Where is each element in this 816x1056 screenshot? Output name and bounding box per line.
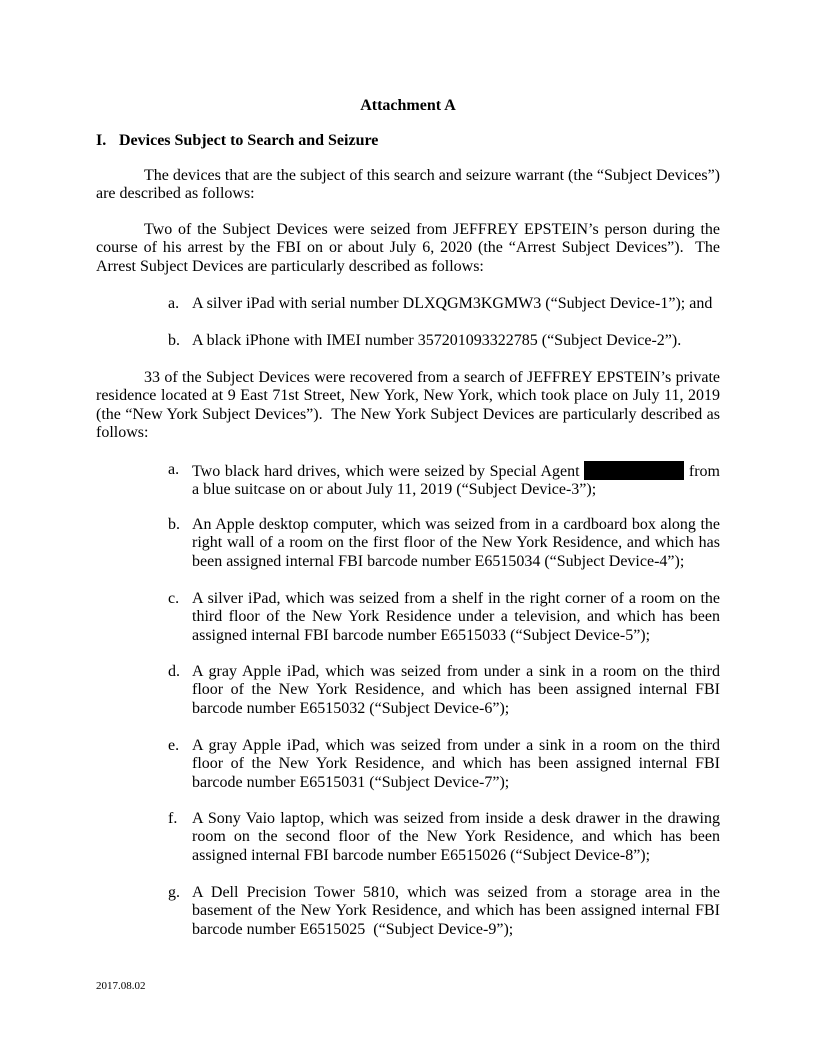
list-item-label: e. [168, 737, 180, 754]
list-item [96, 884, 720, 939]
list-item-label: d. [168, 663, 180, 680]
list-item-text: A Sony Vaio laptop, which was seized from inside a desk drawer in the drawing room on the second floor of the New York Residence, and which has been assigned internal FBI barcode number E6515026 (“Subject Device-8”); [192, 810, 720, 864]
list-item-text-after: from a blue suitcase on or about July 11, 2019 (“Subject Device-3”); [192, 463, 720, 499]
list-item [96, 590, 720, 645]
list-item-label: g. [168, 884, 180, 901]
list-item [96, 737, 720, 792]
list-item [96, 332, 720, 350]
list-item-text: A gray Apple iPad, which was seized from under a sink in a room on the third floor of the New York Residence, and which has been assigned internal FBI barcode number E6515032 (“Subject Device-6”); [192, 663, 720, 717]
list-item-label: b. [168, 516, 180, 533]
ny-device-list-f [96, 810, 720, 865]
list-item-label: b. [168, 332, 180, 349]
ny-device-list-g [96, 884, 720, 939]
list-item [96, 461, 720, 500]
section-heading-text: Devices Subject to Search and Seizure [119, 132, 379, 149]
ny-device-list-e [96, 737, 720, 792]
list-item-label: a. [168, 461, 180, 478]
list-item-label: f. [168, 810, 178, 827]
document-title: Attachment A [360, 97, 456, 114]
list-item [96, 663, 720, 718]
section-heading [96, 132, 378, 150]
list-item-text: A gray Apple iPad, which was seized from under a sink in a room on the third floor of the New York Residence, and which has been assigned internal FBI barcode number E6515031 (“Subject Device-7”); [192, 737, 720, 791]
ny-device-list-a [96, 461, 720, 500]
list-item-text: A silver iPad, which was seized from a shelf in the right corner of a room on the third floor of the New York Residence under a television, and which has been assigned internal FBI barcode number E6515033 (“Subject Device-5”); [192, 590, 720, 644]
list-item-label: a. [168, 295, 180, 312]
list-item [96, 810, 720, 865]
list-item [96, 516, 720, 571]
list-item-text: A Dell Precision Tower 5810, which was seized from a storage area in the basement of the New York Residence, and which has been assigned internal FBI barcode number E6515025 (“Subject Device-9”); [192, 884, 720, 938]
ny-device-list-b [96, 516, 720, 571]
list-item-text: A black iPhone with IMEI number 357201093322785 (“Subject Device-2”). [192, 332, 682, 349]
list-item-text-before: Two black hard drives, which were seized by Special Agent [192, 463, 580, 480]
list-item [96, 295, 720, 313]
section-number: I. [96, 132, 107, 149]
intro-paragraph: The devices that are the subject of this search and seizure warrant (the “Subject Devices”) are described as follows: [96, 167, 720, 203]
ny-devices-paragraph: 33 of the Subject Devices were recovered from a search of JEFFREY EPSTEIN’s private residence located at 9 East 71st Street, New York, New York, which took place on July 11, 2019 (the “New York Subject Devices”). The New York Subject Devices are particularly described as follows: [96, 369, 720, 442]
list-item-label: c. [168, 590, 180, 607]
arrest-devices-paragraph: Two of the Subject Devices were seized from JEFFREY EPSTEIN’s person during the course of his arrest by the FBI on or about July 6, 2020 (the “Arrest Subject Devices”). The Arrest Subject Devices are particularly described as follows: [96, 221, 720, 275]
list-item-text: A silver iPad with serial number DLXQGM3KGMW3 (“Subject Device-1”); and [192, 295, 713, 312]
footer-version: 2017.08.02 [96, 980, 146, 992]
ny-device-list-c [96, 590, 720, 645]
arrest-device-list [96, 295, 720, 313]
list-item-text: An Apple desktop computer, which was seized from in a cardboard box along the right wall of a room on the first floor of the New York Residence, and which has been assigned internal FBI barcode number E6515034 (“Subject Device-4”); [192, 516, 720, 570]
arrest-device-list-b [96, 332, 720, 350]
redaction-box [584, 461, 684, 480]
ny-device-list-d [96, 663, 720, 718]
